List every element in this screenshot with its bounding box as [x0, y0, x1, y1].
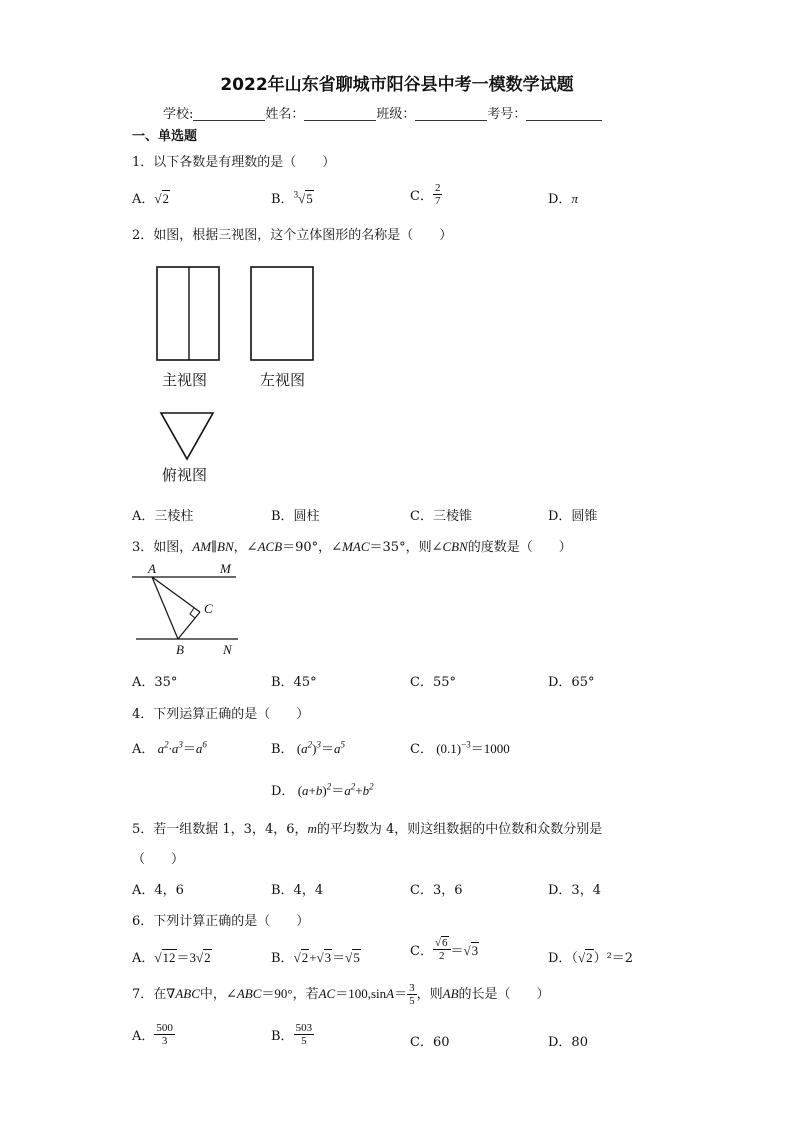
student-info-line [163, 103, 602, 122]
front-view-label: 主视图 [162, 371, 208, 389]
q7-option-a[interactable]: A． $\frac{500}{3}$ [132, 1022, 173, 1047]
q4-option-d[interactable]: D． $(a+b)^2=a^2+b^2$ [271, 781, 374, 799]
segment-cb [178, 612, 200, 639]
q2-option-a[interactable]: A．三棱柱 [132, 509, 194, 524]
q1-option-b[interactable]: B．$^3$√5 [271, 189, 313, 207]
q6-option-d[interactable]: D．（√2）²＝2 [548, 950, 634, 966]
right-angle-mark [190, 608, 195, 618]
q3-option-a[interactable]: A．35° [132, 675, 178, 690]
q3-option-b[interactable]: B．45° [271, 675, 317, 690]
q4-option-c[interactable]: C． $(0.1)^{-3}=1000$ [410, 739, 510, 757]
q2-stem: 2．如图，根据三视图，这个立体图形的名称是（ ） [132, 228, 453, 243]
q5-option-b[interactable]: B．4，4 [271, 883, 324, 898]
school-label: 学校: [163, 107, 194, 122]
exam-no-field[interactable] [526, 106, 602, 121]
q3-option-d[interactable]: D．65° [548, 675, 595, 690]
q3-stem: 3．如图，AM∥BN，∠ACB＝90°，∠MAC＝35°，则∠CBN的度数是（ ） [132, 539, 572, 555]
q7-stem: 7．在∇ABC中，∠ABC＝90°，若AC＝100,sinA＝ $\frac{3}{5}$ ，则AB的长是（ ） [132, 982, 550, 1007]
q2-option-d[interactable]: D．圆锥 [548, 509, 598, 524]
q7-option-c[interactable]: C．60 [410, 1035, 450, 1050]
q5-stem: 5．若一组数据 1，3，4，6，m的平均数为 4，则这组数据的中位数和众数分别是 [132, 821, 603, 837]
q1-option-a[interactable]: A．√2 [132, 191, 170, 207]
exam-no-label: 考号： [487, 107, 527, 122]
q6-option-c[interactable]: C． $\frac{√6}{2}$ ＝√3 [410, 937, 479, 962]
q4-option-a[interactable]: A． $a^2\cdot a^3=a^6$ [132, 739, 207, 757]
q3-option-c[interactable]: C．55° [410, 675, 456, 690]
class-label: 班级： [376, 107, 416, 122]
q7-option-d[interactable]: D．80 [548, 1035, 588, 1050]
top-view-triangle [161, 413, 213, 459]
point-n-label: N [223, 642, 232, 657]
point-b-label: B [176, 642, 184, 657]
q5-option-d[interactable]: D．3，4 [548, 883, 601, 898]
q2-option-c[interactable]: C．三棱锥 [410, 509, 472, 524]
name-label: 姓名： [265, 107, 305, 122]
q4-option-b[interactable]: B． $(a^2)^3=a^5$ [271, 739, 346, 757]
q5-stem-line2: （ ） [132, 852, 185, 867]
section-heading: 一、单选题 [132, 129, 198, 144]
front-view-rect [157, 267, 219, 360]
page-title: 2022年山东省聊城市阳谷县中考一模数学试题 [220, 75, 574, 95]
q1-stem: 1．以下各数是有理数的是（ ） [132, 155, 336, 170]
q7-option-b[interactable]: B． $\frac{503}{5}$ [271, 1022, 313, 1047]
q6-option-b[interactable]: B．√2+√3＝√5 [271, 950, 360, 966]
q2-option-b[interactable]: B．圆柱 [271, 509, 320, 524]
q4-stem: 4．下列运算正确的是（ ） [132, 707, 310, 722]
q6-option-a[interactable]: A．√12＝3√2 [132, 950, 211, 966]
q1-option-d[interactable]: D．π [548, 191, 578, 207]
point-a-label: A [148, 561, 156, 576]
point-c-label: C [204, 601, 213, 616]
q5-option-c[interactable]: C．3，6 [410, 883, 463, 898]
q5-option-a[interactable]: A．4，6 [132, 883, 184, 898]
point-m-label: M [220, 561, 231, 576]
left-view-rect [251, 267, 313, 360]
top-view-label: 俯视图 [162, 466, 208, 484]
name-field[interactable] [304, 106, 376, 121]
school-field[interactable] [193, 106, 265, 121]
three-views-figure [150, 262, 320, 467]
q1-option-c[interactable]: C． $\frac{2}{7}$ [410, 182, 441, 207]
q6-stem: 6．下列计算正确的是（ ） [132, 914, 310, 929]
class-field[interactable] [415, 106, 487, 121]
left-view-label: 左视图 [260, 371, 306, 389]
